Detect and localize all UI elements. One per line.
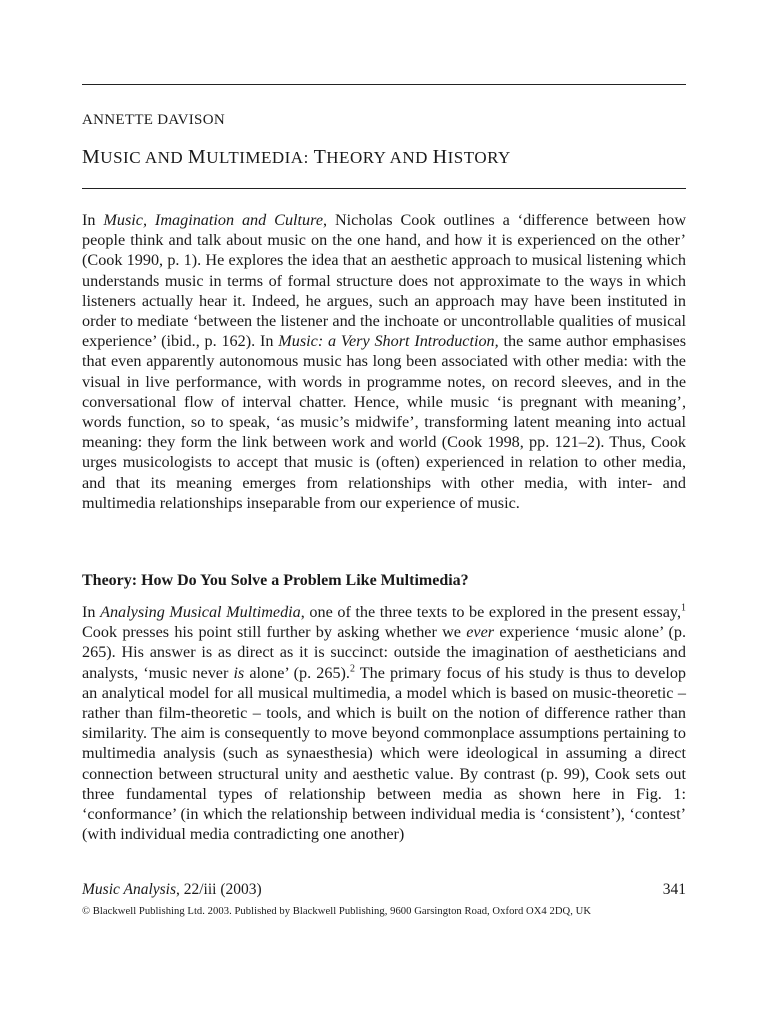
book-title: Music, Imagination and Culture bbox=[103, 211, 324, 229]
author-name: ANNETTE DAVISON bbox=[82, 112, 225, 128]
footnote-marker: 2 bbox=[349, 663, 355, 675]
footnote-marker: 1 bbox=[681, 602, 687, 614]
book-title: Music: a Very Short Introduction, bbox=[278, 332, 499, 351]
article-title: MUSIC AND MULTIMEDIA: THEORY AND HISTORY bbox=[82, 146, 511, 168]
emphasis: is bbox=[233, 663, 245, 682]
emphasis: ever bbox=[466, 623, 495, 642]
book-title: Analysing Musical Multimedia bbox=[100, 603, 301, 621]
section-heading: Theory: How Do You Solve a Problem Like Multimedia? bbox=[82, 572, 469, 589]
journal-citation: Music Analysis, 22/iii (2003) bbox=[82, 881, 262, 898]
top-rule bbox=[82, 84, 686, 85]
theory-paragraph: In Analysing Musical Multimedia, one of the three texts to be explored in the present essay,$^1$ Cook presses his point still further by asking whether we ever experience ‘music alone’ (p. 265). His answer is as direct as it is succinct: outside the imagination of aestheticians and analysts, ‘music never is alone’ (p. 265).$^2$ The primary focus of his study is thus to develop an analytical model for all musical multimedia, a model which is based on music-theoretic – rather than film-theoretic – tools, and which is built on the notion of difference rather than similarity. The aim is consequently to move beyond commonplace assumptions pertaining to multimedia analysis (such as synaesthesia) which were ideological in assuming a direct connection between structural unity and aesthetic value. By contrast (p. 99), Cook sets out three fundamental types of relationship between media as shown here in Fig. 1: ‘conformance’ (in which the relationship between individual media is ‘consistent’), ‘contest’ (with individual media contradicting one another) bbox=[82, 602, 687, 844]
page-number: 341 bbox=[662, 881, 686, 898]
intro-paragraph: In Music, Imagination and Culture, Nicholas Cook outlines a ‘difference between how people think and talk about music on the one hand, and how it is experienced on the other’ (Cook 1990, p. 1). He explores the idea that an aesthetic approach to musical listening which understands music in terms of formal structure does not approximate to the ways in which listeners actually hear it. Indeed, he argues, such an approach may have been instituted in order to mediate ‘between the listener and the inchoate or uncontrollable qualities of musical experience’ (ibid., p. 162). In Music: a Very Short Introduction, the same author emphasises that even apparently autonomous music has long been associated with other media: with the visual in live performance, with words in programme notes, on record sleeves, and in the conversational flow of interval chatter. Hence, while music ‘is pregnant with meaning’, words function, so to speak, ‘as music’s midwife’, transforming latent meaning into actual meaning: they form the link between work and world (Cook 1998, pp. 121–2). Thus, Cook urges musicologists to accept that music is (often) experienced in relation to other media, and that its meaning emerges from relationships with other media, with inter- and multimedia relationships inseparable from our experience of music. bbox=[82, 211, 687, 512]
title-rule bbox=[82, 188, 686, 189]
copyright-notice: © Blackwell Publishing Ltd. 2003. Published by Blackwell Publishing, 9600 Garsington Road, Oxford OX4 2DQ, UK bbox=[82, 906, 592, 917]
